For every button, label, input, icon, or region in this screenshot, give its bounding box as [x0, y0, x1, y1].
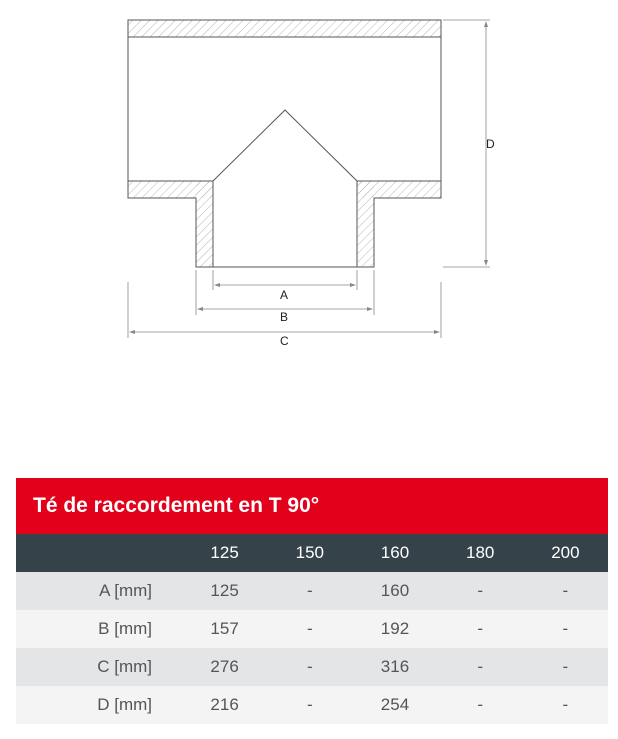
table-row: [16, 572, 608, 610]
branch-left-wall-hatch: [196, 181, 213, 267]
top-wall-hatch: [128, 20, 441, 37]
header-cell: 125: [210, 543, 239, 562]
table-cell: 157: [210, 619, 239, 638]
table-title: Té de raccordement en T 90°: [16, 478, 608, 534]
header-cell: 180: [465, 543, 495, 562]
dimension-label-d: D: [486, 137, 495, 151]
table-header-row: [16, 534, 608, 572]
table-row: [16, 686, 608, 724]
table-row: [16, 610, 608, 648]
branch-right-wall-hatch: [357, 181, 374, 267]
table-cell: -: [562, 695, 569, 714]
dimension-label-c: C: [280, 334, 289, 348]
dimension-label-a: A: [280, 288, 289, 302]
row-label: C [mm]: [97, 657, 153, 676]
table-cell: 316: [380, 657, 410, 676]
dimension-arrows: [129, 21, 488, 334]
header-cell: 150: [295, 543, 324, 562]
row-label: B [mm]: [98, 619, 153, 638]
header-cell: 160: [380, 543, 410, 562]
header-cell: 200: [551, 543, 580, 562]
table-cell: -: [306, 581, 313, 600]
table-cell: -: [562, 657, 569, 676]
table-cell: 160: [380, 581, 410, 600]
table-cell: -: [306, 695, 313, 714]
table-cell: -: [477, 695, 483, 714]
tee-fitting-outline: [128, 20, 441, 267]
table-row: [16, 648, 608, 686]
outer-contour: [128, 20, 441, 267]
table-cell: -: [477, 619, 483, 638]
table-cell: -: [562, 619, 569, 638]
table-cell: 192: [380, 619, 410, 638]
header-cell: [16, 534, 182, 572]
table-cell: 254: [380, 695, 410, 714]
table-cell: -: [306, 619, 313, 638]
table-cell: -: [562, 581, 569, 600]
table-cell: 216: [210, 695, 239, 714]
dimension-label-b: B: [280, 310, 289, 324]
table-cell: 125: [210, 581, 239, 600]
row-label: A [mm]: [99, 581, 153, 600]
table-cell: 276: [210, 657, 239, 676]
table-cell: -: [477, 581, 483, 600]
dimensions-table: [16, 534, 608, 724]
table-cell: -: [477, 657, 483, 676]
dimensions-table-panel: [16, 478, 608, 724]
row-label: D [mm]: [97, 695, 153, 714]
dimension-lines: [128, 20, 490, 338]
table-cell: -: [306, 657, 313, 676]
